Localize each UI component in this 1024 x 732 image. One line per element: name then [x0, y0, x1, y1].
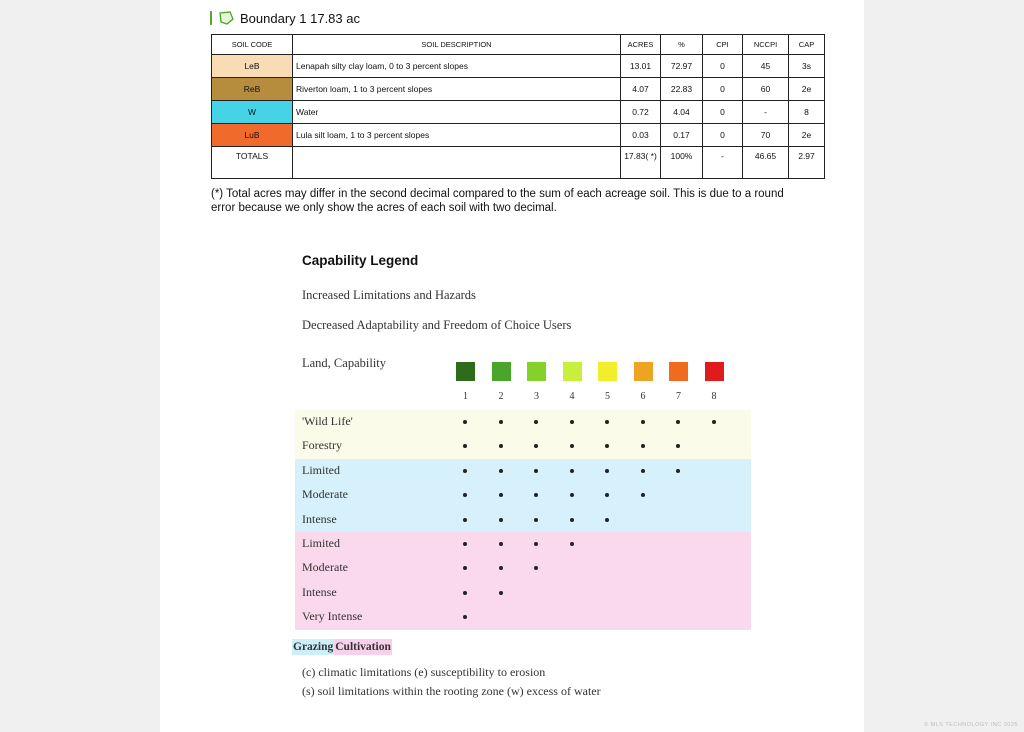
cpi-cell: 0: [703, 78, 743, 101]
table-row: [212, 78, 825, 101]
capability-row-cultivation: [295, 605, 751, 629]
capability-dot: [534, 566, 538, 570]
capability-row-cultivation: [295, 581, 751, 605]
capability-row-label: Moderate: [302, 487, 348, 502]
capability-dot: [534, 518, 538, 522]
class-number: 8: [711, 391, 717, 402]
col-nccpi: NCCPI: [743, 35, 789, 55]
capability-dot: [534, 444, 538, 448]
capability-dot: [499, 493, 503, 497]
capability-dot: [570, 542, 574, 546]
capability-row-grazing: [295, 459, 751, 483]
totals-cap: 2.97: [789, 147, 825, 179]
capability-row-label: Very Intense: [302, 609, 363, 624]
totals-description-cell: [293, 147, 621, 179]
capability-dot: [463, 518, 467, 522]
col-soil-code: SOIL CODE: [212, 35, 293, 55]
soil-code-cell: LeB: [212, 55, 293, 78]
class-number: 6: [640, 391, 646, 402]
boundary-header: [210, 8, 360, 28]
table-row: [212, 55, 825, 78]
capability-dot: [499, 542, 503, 546]
capability-dot: [499, 518, 503, 522]
nccpi-cell: 70: [743, 124, 789, 147]
nccpi-cell: -: [743, 101, 789, 124]
col-percent: %: [661, 35, 703, 55]
capability-dot: [605, 493, 609, 497]
boundary-shape-icon: [218, 11, 234, 25]
soil-code-cell: LuB: [212, 124, 293, 147]
class-7-swatch: [669, 362, 688, 381]
capability-dot: [641, 420, 645, 424]
capability-dot: [641, 469, 645, 473]
copyright-watermark: © MLS TECHNOLOGY INC 2025: [924, 722, 1018, 728]
capability-dot: [676, 469, 680, 473]
capability-dot: [499, 420, 503, 424]
totals-cpi: -: [703, 147, 743, 179]
capability-dot: [712, 420, 716, 424]
capability-dot: [534, 542, 538, 546]
category-labels: [292, 639, 392, 655]
soil-description-cell: Lula silt loam, 1 to 3 percent slopes: [293, 124, 621, 147]
capability-dot: [641, 444, 645, 448]
capability-dot: [534, 469, 538, 473]
col-acres: ACRES: [621, 35, 661, 55]
limitation-notes-line-2: (s) soil limitations within the rooting zone (w) excess of water: [302, 684, 601, 698]
capability-dot: [499, 591, 503, 595]
cpi-cell: 0: [703, 55, 743, 78]
capability-dot: [605, 420, 609, 424]
capability-dot: [499, 469, 503, 473]
capability-dot: [570, 493, 574, 497]
nccpi-cell: 45: [743, 55, 789, 78]
capability-dot: [463, 566, 467, 570]
totals-label: TOTALS: [212, 147, 293, 179]
capability-dot: [605, 518, 609, 522]
class-2-swatch: [492, 362, 511, 381]
boundary-title: Boundary 1 17.83 ac: [240, 10, 360, 26]
capability-dot: [570, 444, 574, 448]
soil-code-cell: ReB: [212, 78, 293, 101]
capability-row-grazing: [295, 508, 751, 532]
capability-dot: [570, 518, 574, 522]
capability-dot: [463, 591, 467, 595]
col-cpi: CPI: [703, 35, 743, 55]
capability-row-label: Limited: [302, 462, 340, 477]
capability-dot: [463, 469, 467, 473]
percent-cell: 4.04: [661, 101, 703, 124]
capability-dot: [570, 469, 574, 473]
soil-description-cell: Riverton loam, 1 to 3 percent slopes: [293, 78, 621, 101]
capability-dot: [499, 444, 503, 448]
class-1-swatch: [456, 362, 475, 381]
table-row: [212, 101, 825, 124]
capability-dot: [463, 542, 467, 546]
capability-class-swatches: [455, 362, 735, 384]
table-row: [212, 124, 825, 147]
capability-row-label: Moderate: [302, 560, 348, 575]
cap-cell: 3s: [789, 55, 825, 78]
capability-class-numbers: [455, 391, 735, 405]
class-number: 2: [498, 391, 504, 402]
totals-nccpi: 46.65: [743, 147, 789, 179]
nccpi-cell: 60: [743, 78, 789, 101]
acres-cell: 4.07: [621, 78, 661, 101]
capability-row-cultivation: [295, 556, 751, 580]
capability-dot: [676, 420, 680, 424]
capability-usage-grid: [295, 410, 751, 630]
capability-row-wild: [295, 410, 751, 434]
capability-row-grazing: [295, 483, 751, 507]
soil-description-cell: Water: [293, 101, 621, 124]
acres-cell: 0.03: [621, 124, 661, 147]
class-number: 5: [605, 391, 610, 402]
capability-dot: [499, 566, 503, 570]
capability-dot: [463, 444, 467, 448]
acreage-footnote: (*) Total acres may differ in the second decimal compared to the sum of each acreage soil. This is due to a round error because we only show the acres of each soil with two decimal.: [211, 188, 784, 214]
percent-cell: 72.97: [661, 55, 703, 78]
cultivation-label: Cultivation: [335, 641, 391, 653]
totals-percent: 100%: [661, 147, 703, 179]
capability-row-label: Intense: [302, 584, 337, 599]
class-3-swatch: [527, 362, 546, 381]
class-6-swatch: [634, 362, 653, 381]
capability-row-label: Forestry: [302, 438, 342, 453]
class-number: 7: [676, 391, 681, 402]
land-capability-label: Land, Capability: [302, 356, 387, 370]
capability-dot: [605, 469, 609, 473]
totals-row: [212, 147, 825, 179]
col-cap: CAP: [789, 35, 825, 55]
capability-legend-title: Capability Legend: [302, 253, 419, 268]
capability-dot: [534, 420, 538, 424]
grazing-label: Grazing: [293, 641, 334, 653]
limitation-notes-line-1: (c) climatic limitations (e) susceptibility to erosion: [302, 665, 546, 679]
class-4-swatch: [563, 362, 582, 381]
class-number: 1: [463, 391, 468, 402]
cap-cell: 8: [789, 101, 825, 124]
capability-dot: [463, 420, 467, 424]
soil-description-cell: Lenapah silty clay loam, 0 to 3 percent slopes: [293, 55, 621, 78]
cap-cell: 2e: [789, 124, 825, 147]
boundary-marker: [210, 11, 212, 25]
capability-dot: [463, 493, 467, 497]
capability-dot: [676, 444, 680, 448]
percent-cell: 0.17: [661, 124, 703, 147]
soil-table-header-row: [212, 35, 825, 55]
capability-dot: [570, 420, 574, 424]
capability-dot: [534, 493, 538, 497]
percent-cell: 22.83: [661, 78, 703, 101]
capability-row-cultivation: [295, 532, 751, 556]
class-number: 3: [534, 391, 539, 402]
cpi-cell: 0: [703, 124, 743, 147]
acres-cell: 0.72: [621, 101, 661, 124]
capability-dot: [463, 615, 467, 619]
capability-row-label: Intense: [302, 511, 337, 526]
limitations-hazards-text: Increased Limitations and Hazards: [302, 288, 476, 302]
capability-row-label: Limited: [302, 535, 340, 550]
acres-cell: 13.01: [621, 55, 661, 78]
col-soil-description: SOIL DESCRIPTION: [293, 35, 621, 55]
class-5-swatch: [598, 362, 617, 381]
class-8-swatch: [705, 362, 724, 381]
cap-cell: 2e: [789, 78, 825, 101]
cpi-cell: 0: [703, 101, 743, 124]
capability-dot: [605, 444, 609, 448]
soil-code-cell: W: [212, 101, 293, 124]
capability-row-label: 'Wild Life': [302, 414, 353, 428]
adaptability-text: Decreased Adaptability and Freedom of Choice Users: [302, 318, 572, 332]
totals-acres: 17.83( *): [621, 147, 661, 179]
capability-dot: [641, 493, 645, 497]
capability-row-wild: [295, 434, 751, 458]
class-number: 4: [569, 391, 575, 402]
soil-table: [211, 34, 825, 179]
